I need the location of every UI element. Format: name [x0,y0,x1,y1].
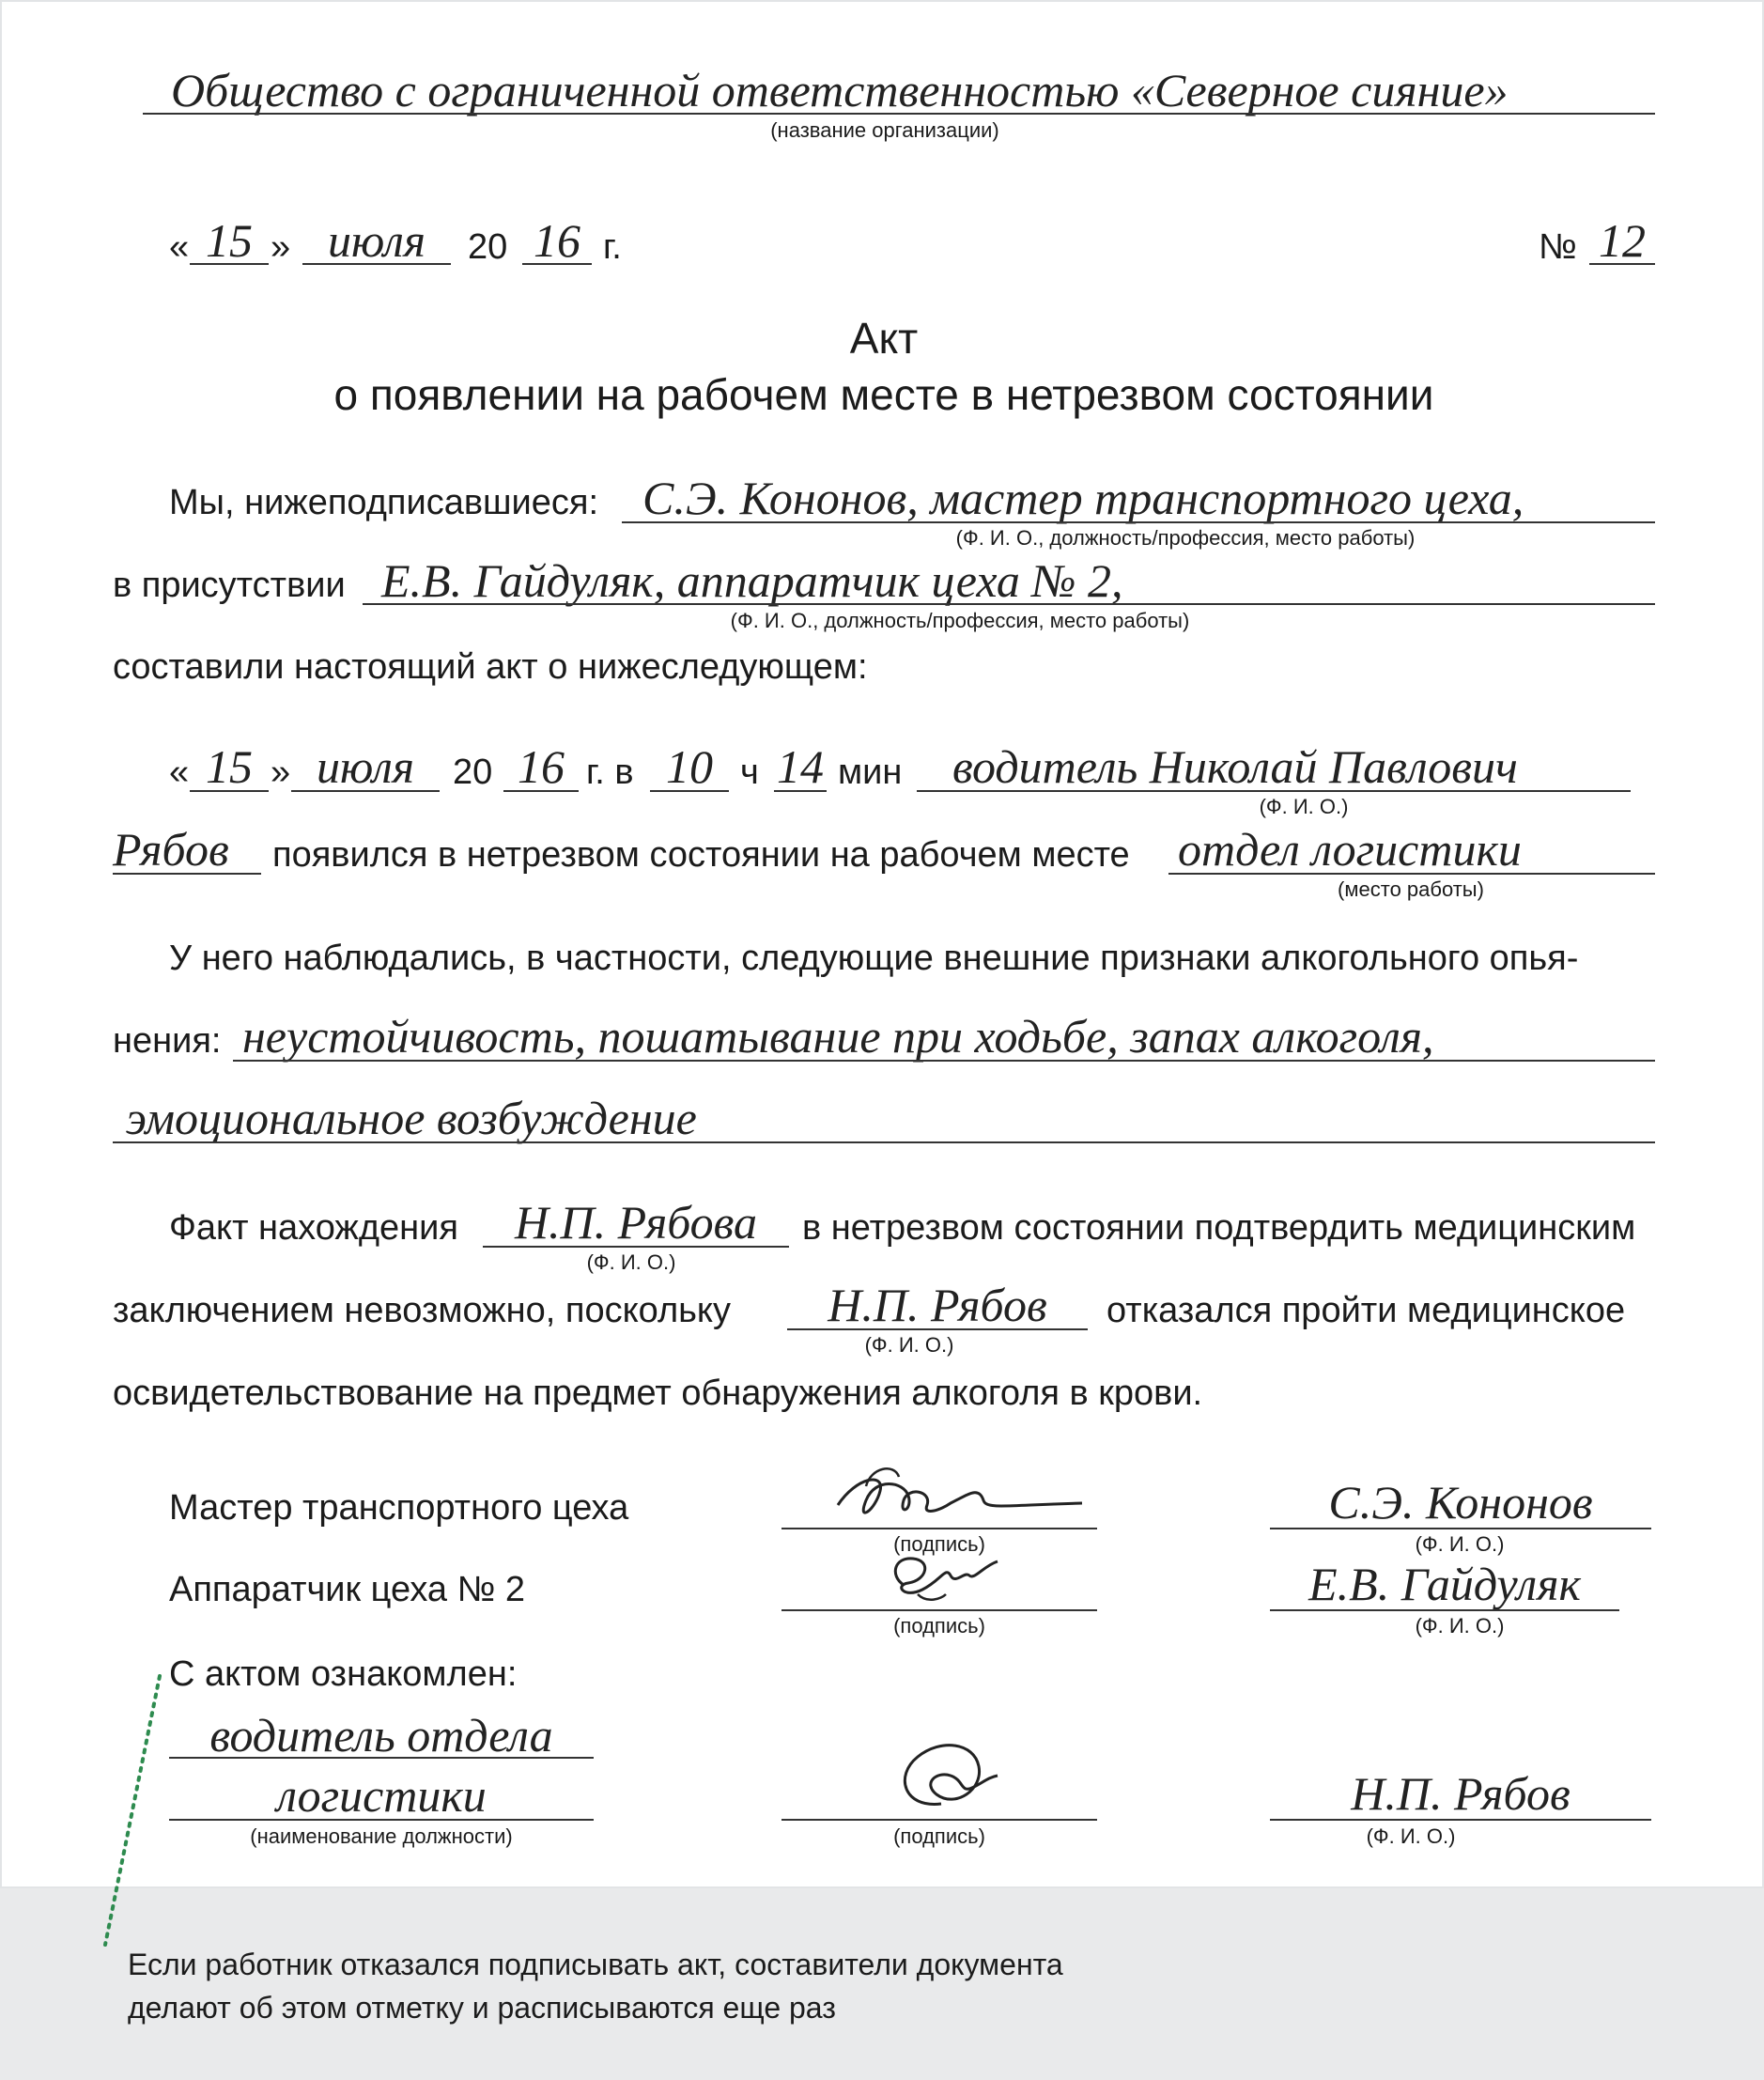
footer-note [128,1943,1063,2029]
footer-note-line2: делают об этом отметку и расписываются еще раз [128,1991,836,2025]
signature2-sign-caption: (подпись) [893,1614,985,1638]
signature2-sign-underline [781,1609,1097,1611]
event-person2-underline [113,873,261,875]
fact-text1: в нетрезвом состоянии подтвердить медицинским [802,1208,1636,1248]
event-appeared-text: появился в нетрезвом состоянии на рабочем месте [272,835,1130,875]
event-place-underline [1168,873,1655,875]
event-quote-close: » [271,753,291,792]
event-fio-caption: (Ф. И. О.) [1259,795,1349,818]
fact-line3: освидетельствование на предмет обнаружения алкоголя в крови. [113,1374,1203,1413]
fact-name1-underline [483,1246,789,1248]
event-year: 16 [518,740,565,793]
fact-caption2: (Ф. И. О.) [864,1333,954,1357]
dotted-pointer-line [94,1672,169,1954]
title-line1: Акт [849,314,919,363]
org-underline [143,113,1655,115]
event-year-underline [503,790,579,792]
signature1-sign-caption: (подпись) [893,1532,985,1556]
signature2-fio-underline [1270,1609,1619,1611]
event-month: июля [316,740,415,793]
event-person-part1: водитель Николай Павлович [952,740,1518,793]
acquainted-fio-caption: (Ф. И. О.) [1366,1824,1456,1848]
signers-value: С.Э. Кононов, мастер транспортного цеха, [642,472,1524,524]
signs-underline1 [233,1060,1655,1062]
date-suffix: г. [603,227,622,267]
fact-text2: отказался пройти медицинское [1106,1291,1626,1330]
event-h-label: ч [740,753,759,792]
fact-name2-underline [787,1328,1088,1330]
fact-name2: Н.П. Рябов [828,1279,1047,1331]
event-minutes: 14 [777,740,824,793]
fact-name1: Н.П. Рябова [514,1196,758,1249]
signers-caption: (Ф. И. О., должность/профессия, место работы) [955,526,1416,550]
org-caption: (название организации) [770,118,999,142]
signature1-sign-underline [781,1528,1097,1529]
event-hours-underline [650,790,729,792]
number-label: № [1539,227,1577,267]
footer-note-line1: Если работник отказался подписывать акт, составители документа [128,1948,1063,1981]
signature1-position: Мастер транспортного цеха [169,1488,629,1528]
date-quote-close: » [271,227,291,267]
acquainted-fio: Н.П. Рябов [1351,1767,1571,1820]
presence-caption: (Ф. И. О., должность/профессия, место работы) [730,609,1190,632]
fact-label2: заключением невозможно, поскольку [113,1291,731,1330]
signature1-fio-caption: (Ф. И. О.) [1415,1532,1505,1556]
event-quote-open: « [169,753,190,792]
event-hours: 10 [666,740,713,793]
date-month-underline [302,263,451,265]
presence-value: Е.В. Гайдуляк, аппаратчик цеха № 2, [381,554,1123,607]
date-month: июля [327,214,426,267]
event-person-underline [917,790,1631,792]
event-place: отдел логистики [1178,823,1522,876]
event-g-v: г. в [586,753,634,792]
event-century: 20 [453,753,493,792]
signs-value2: эмоциональное возбуждение [126,1092,697,1144]
event-day-underline [190,790,269,792]
event-minutes-underline [774,790,827,792]
organization-name: Общество с ограниченной ответственностью «Северное сияние» [171,64,1509,116]
signers-label: Мы, нижеподписавшиеся: [169,483,599,522]
event-min-label: мин [838,753,903,792]
date-quote-open: « [169,227,190,267]
signs-line1: У него наблюдались, в частности, следующие внешние признаки алкогольного опья- [169,939,1579,978]
acquainted-label: С актом ознакомлен: [169,1654,518,1694]
event-day: 15 [206,740,253,793]
acquainted-position-line2: логистики [276,1769,487,1822]
signature2-position: Аппаратчик цеха № 2 [169,1570,526,1609]
date-year: 16 [534,214,580,267]
signs-underline2 [113,1141,1655,1143]
presence-underline [363,603,1655,605]
date-century: 20 [468,227,508,267]
date-year-underline [522,263,592,265]
fact-caption1: (Ф. И. О.) [586,1250,676,1274]
acquainted-position-underline2 [169,1819,594,1821]
presence-label: в присутствии [113,566,346,605]
event-person-part2: Рябов [113,823,229,876]
signature1-fio-underline [1270,1528,1651,1529]
acquainted-position-underline1 [169,1757,594,1759]
signs-value1: неустойчивость, пошатывание при ходьбе, запах алкоголя, [242,1010,1434,1063]
acquainted-sign-caption: (подпись) [893,1824,985,1848]
acquainted-position-caption: (наименование должности) [250,1824,513,1848]
signature1-fio: С.Э. Кононов [1328,1476,1593,1529]
event-month-underline [291,790,440,792]
event-place-caption: (место работы) [1338,877,1484,901]
signature2-fio-caption: (Ф. И. О.) [1415,1614,1505,1638]
date-day: 15 [206,214,253,267]
fact-label1: Факт нахождения [169,1208,458,1248]
signs-line2-label: нения: [113,1021,222,1061]
date-day-underline [190,263,269,265]
acquainted-fio-underline [1270,1819,1651,1821]
acquainted-position-line1: водитель отдела [209,1709,553,1762]
compiled-text: составили настоящий акт о нижеследующем: [113,647,868,687]
act-number-underline [1589,263,1655,265]
acquainted-signature-mark [885,1729,1007,1827]
act-number: 12 [1599,214,1646,267]
acquainted-sign-underline [781,1819,1097,1821]
title-line2: о появлении на рабочем месте в нетрезвом состоянии [333,370,1434,419]
signature2-fio: Е.В. Гайдуляк [1308,1558,1581,1610]
signature2-mark [875,1547,1007,1618]
signers-underline [622,521,1655,523]
